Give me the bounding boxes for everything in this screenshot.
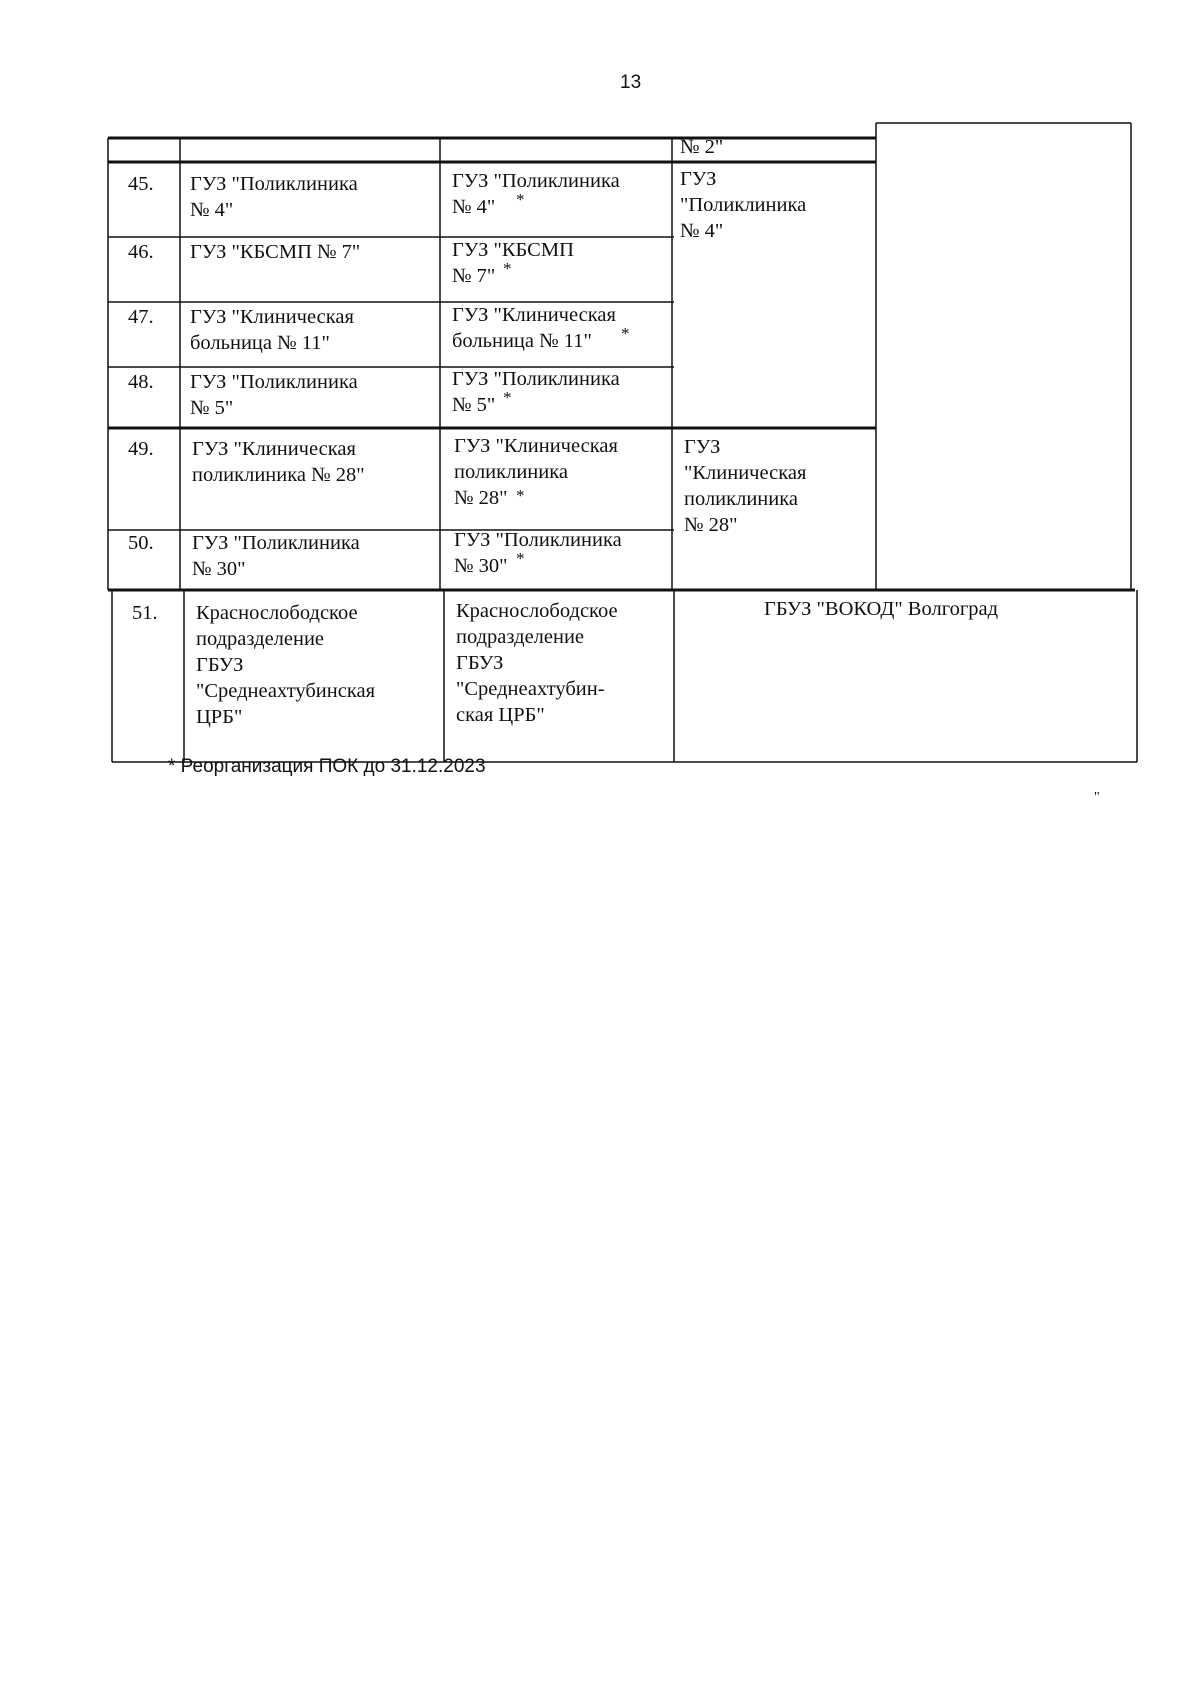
footnote: * Реорганизация ПОК до 31.12.2023 — [168, 756, 486, 777]
row-49-star: * — [516, 486, 525, 505]
row-45-successor: ГУЗ "Поликлиника № 4" — [452, 170, 620, 218]
row-46-successor: ГУЗ "КБСМП № 7" — [452, 239, 574, 287]
group-1-label: ГУЗ "Поликлиника № 4" — [680, 168, 807, 242]
row-45-star: * — [516, 190, 525, 209]
row-48-org: ГУЗ "Поликлиника № 5" — [190, 371, 358, 419]
row-50-org: ГУЗ "Поликлиника № 30" — [192, 532, 360, 580]
row-49-successor: ГУЗ "Клиническая поликлиника № 28" — [454, 435, 618, 509]
row-46-number: 46. — [128, 241, 154, 263]
stray-mark: " — [1094, 790, 1100, 805]
row-51-org: Краснослободское подразделение ГБУЗ "Среднеахтубинская ЦРБ" — [196, 602, 376, 728]
row-51-successor: Краснослободское подразделение ГБУЗ "Среднеахтубин- ская ЦРБ" — [456, 600, 618, 726]
row-48-number: 48. — [128, 371, 154, 393]
group-2-label: ГУЗ "Клиническая поликлиника № 28" — [684, 436, 807, 536]
row-47-star: * — [621, 324, 630, 343]
continuation-cell: № 2" — [680, 136, 724, 158]
row-51-number: 51. — [132, 602, 158, 624]
row-50-star: * — [516, 549, 525, 568]
row-50-successor: ГУЗ "Поликлиника № 30" — [454, 529, 622, 577]
row-48-successor: ГУЗ "Поликлиника № 5" — [452, 368, 620, 416]
row-45-org: ГУЗ "Поликлиника № 4" — [190, 173, 358, 221]
row-47-org: ГУЗ "Клиническая больница № 11" — [190, 306, 354, 354]
row-49-org: ГУЗ "Клиническая поликлиника № 28" — [192, 438, 365, 486]
row-48-star: * — [503, 388, 512, 407]
row-45-number: 45. — [128, 173, 154, 195]
row-46-org: ГУЗ "КБСМП № 7" — [190, 241, 361, 263]
row-47-number: 47. — [128, 306, 154, 328]
row-49-number: 49. — [128, 438, 154, 460]
row-46-star: * — [503, 259, 512, 278]
row-47-successor: ГУЗ "Клиническая больница № 11" — [452, 304, 616, 352]
page-number: 13 — [620, 72, 642, 93]
row-50-number: 50. — [128, 532, 154, 554]
group-3-label: ГБУЗ "ВОКОД" Волгоград — [764, 598, 999, 620]
